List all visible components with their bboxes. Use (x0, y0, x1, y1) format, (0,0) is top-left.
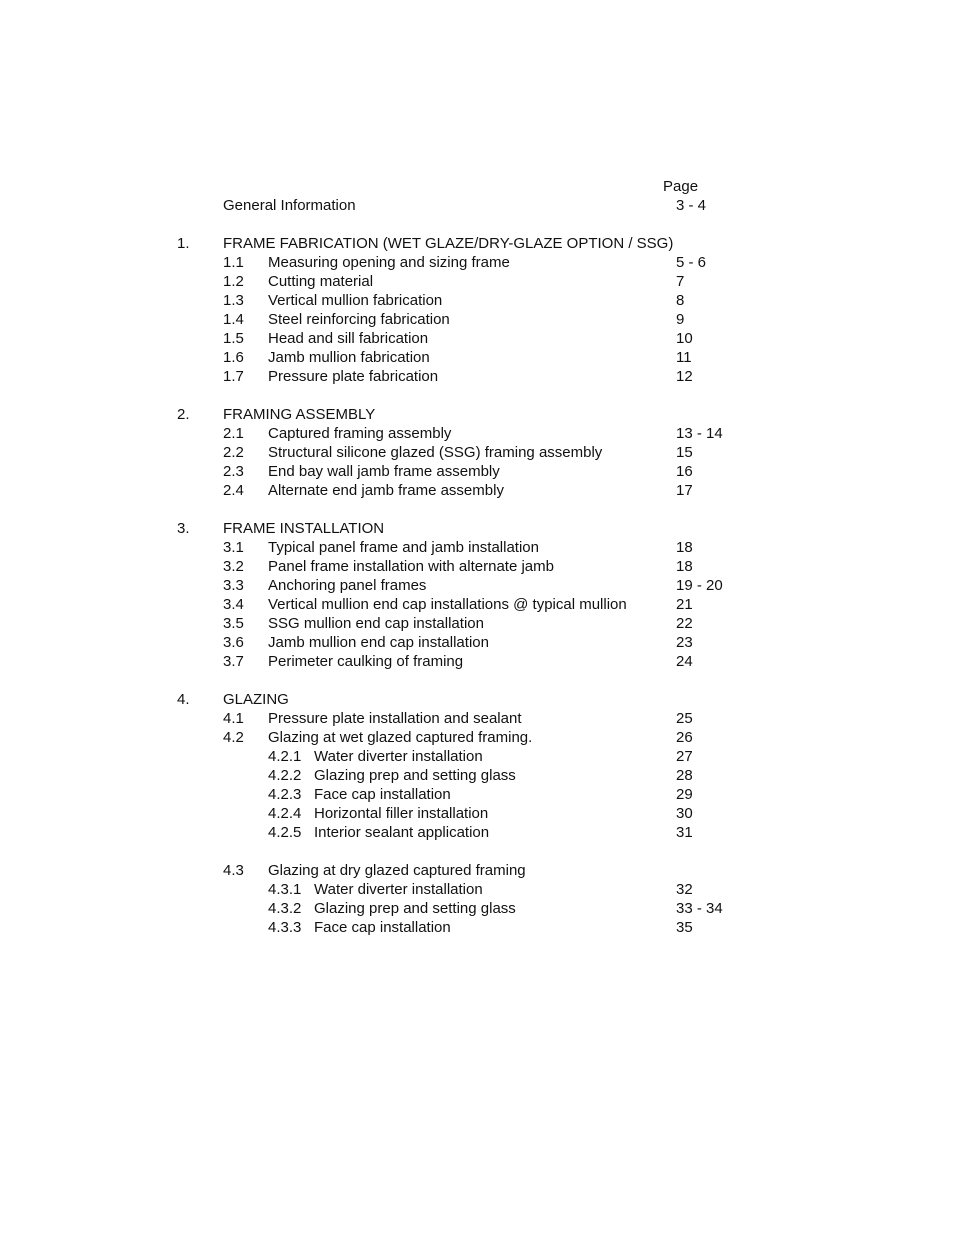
toc-subentry-page: 33 - 34 (676, 900, 723, 917)
toc-subentry-page: 29 (676, 786, 693, 803)
toc-entry-general (0, 196, 954, 215)
toc-section-heading (0, 405, 954, 424)
toc-entry (0, 538, 954, 557)
toc-entry-page: 3 - 4 (676, 197, 707, 214)
toc-entry-title: Vertical mullion end cap installations @ typical mullion (268, 596, 627, 613)
toc-entry-page: 24 (676, 653, 693, 670)
toc-entry-title: End bay wall jamb frame assembly (268, 463, 500, 480)
toc-entry-title: Vertical mullion fabrication (268, 292, 443, 309)
toc-entry (0, 709, 954, 728)
toc-entry-page: 25 (676, 710, 693, 727)
toc-section-title: GLAZING (223, 691, 289, 708)
toc-entry-page: 7 (676, 273, 685, 290)
toc-entry-title: Anchoring panel frames (268, 577, 427, 594)
toc-entry-number: 1.7 (223, 368, 244, 385)
toc-entry-number: 2.4 (223, 482, 244, 499)
toc-entry (0, 861, 954, 880)
toc-entry-title: Structural silicone glazed (SSG) framing assembly (268, 444, 603, 461)
toc-entry (0, 481, 954, 500)
toc-entry-page: 19 - 20 (676, 577, 723, 594)
toc-subentry-page: 32 (676, 881, 693, 898)
toc-entry-number: 3.2 (223, 558, 244, 575)
toc-entry-number: 1.4 (223, 311, 244, 328)
page-column-header-row (0, 177, 954, 196)
toc-entry-page: 21 (676, 596, 693, 613)
toc-subentry-page: 27 (676, 748, 693, 765)
toc-entry-title: Steel reinforcing fabrication (268, 311, 450, 328)
toc-subentry (0, 899, 954, 918)
toc-entry-title: SSG mullion end cap installation (268, 615, 484, 632)
toc-subentry-page: 30 (676, 805, 693, 822)
toc-section-heading (0, 234, 954, 253)
toc-subentry-page: 35 (676, 919, 693, 936)
toc-entry-title: Perimeter caulking of framing (268, 653, 464, 670)
toc-entry-title: Alternate end jamb frame assembly (268, 482, 504, 499)
toc-entry (0, 253, 954, 272)
toc-entry-title: Captured framing assembly (268, 425, 452, 442)
toc-entry-page: 13 - 14 (676, 425, 723, 442)
toc-entry-page: 18 (676, 558, 693, 575)
toc-subentry-number: 4.2.2 (268, 767, 302, 784)
toc-entry-number: 1.6 (223, 349, 244, 366)
toc-entry-title: Glazing at dry glazed captured framing (268, 862, 526, 879)
toc-entry-number: 2.2 (223, 444, 244, 461)
toc-entry (0, 633, 954, 652)
toc-entry (0, 557, 954, 576)
toc-entry (0, 595, 954, 614)
toc-section-heading (0, 690, 954, 709)
toc-entry (0, 348, 954, 367)
toc-entry-number: 4.3 (223, 862, 244, 879)
toc-entry-number: 3.1 (223, 539, 244, 556)
toc-entry-title: Panel frame installation with alternate jamb (268, 558, 554, 575)
toc-entry-number: 1.5 (223, 330, 244, 347)
toc-entry-number: 2.3 (223, 463, 244, 480)
toc-subentry-title: Face cap installation (314, 919, 451, 936)
toc-subentry-title: Glazing prep and setting glass (314, 900, 516, 917)
toc-subentry (0, 823, 954, 842)
toc-section-title: FRAMING ASSEMBLY (223, 406, 376, 423)
toc-entry-page: 8 (676, 292, 685, 309)
toc-entry-page: 11 (676, 349, 692, 366)
toc-subentry (0, 804, 954, 823)
toc-entry-title: Cutting material (268, 273, 374, 290)
toc-entry-title: Jamb mullion end cap installation (268, 634, 489, 651)
toc-entry-title: Pressure plate installation and sealant (268, 710, 522, 727)
toc-entry-page: 23 (676, 634, 693, 651)
toc-entry (0, 443, 954, 462)
toc-entry-page: 26 (676, 729, 693, 746)
toc-subentry-number: 4.3.3 (268, 919, 302, 936)
toc-entry-page: 17 (676, 482, 693, 499)
toc-subentry-page: 28 (676, 767, 693, 784)
toc-entry-number: 2.1 (223, 425, 244, 442)
page-column-header: Page (663, 178, 699, 195)
toc-subentry (0, 766, 954, 785)
toc-entry-page: 5 - 6 (676, 254, 707, 271)
toc-subentry-number: 4.2.5 (268, 824, 302, 841)
toc-subentry-number: 4.2.1 (268, 748, 302, 765)
toc-section-number: 4. (177, 691, 190, 708)
toc-subentry-title: Face cap installation (314, 786, 451, 803)
toc-section-number: 1. (177, 235, 190, 252)
toc-entry-number: 4.2 (223, 729, 244, 746)
toc-subentry (0, 918, 954, 937)
toc-subentry-number: 4.3.2 (268, 900, 302, 917)
toc-entry-number: 3.3 (223, 577, 244, 594)
toc-entry (0, 652, 954, 671)
toc-entry (0, 462, 954, 481)
toc-entry-number: 1.1 (223, 254, 244, 271)
toc-entry (0, 329, 954, 348)
toc-entry-title: Measuring opening and sizing frame (268, 254, 510, 271)
toc-subentry-page: 31 (676, 824, 693, 841)
toc-subentry (0, 747, 954, 766)
toc-subentry-number: 4.2.3 (268, 786, 302, 803)
toc-entry-title: Typical panel frame and jamb installation (268, 539, 539, 556)
toc-entry (0, 424, 954, 443)
toc-section-number: 3. (177, 520, 190, 537)
toc-entry-page: 10 (676, 330, 693, 347)
toc-entry (0, 728, 954, 747)
toc-entry (0, 614, 954, 633)
toc-entry-title: Pressure plate fabrication (268, 368, 439, 385)
toc-entry (0, 272, 954, 291)
toc-subentry-title: Interior sealant application (314, 824, 490, 841)
toc-entry-number: 1.3 (223, 292, 244, 309)
toc-entry (0, 291, 954, 310)
toc-subentry-number: 4.3.1 (268, 881, 302, 898)
toc-subentry (0, 785, 954, 804)
toc-entry-number: 3.4 (223, 596, 244, 613)
toc-section-number: 2. (177, 406, 190, 423)
toc-subentry-title: Water diverter installation (314, 881, 483, 898)
toc-entry-title: General Information (223, 197, 356, 214)
toc-entry-page: 9 (676, 311, 685, 328)
toc-section-heading (0, 519, 954, 538)
toc-entry (0, 367, 954, 386)
toc-entry-page: 16 (676, 463, 693, 480)
toc-entry-page: 15 (676, 444, 693, 461)
toc-subentry (0, 880, 954, 899)
toc-subentry-title: Water diverter installation (314, 748, 483, 765)
toc-entry-number: 1.2 (223, 273, 244, 290)
toc-subentry-title: Horizontal filler installation (314, 805, 489, 822)
toc-entry (0, 310, 954, 329)
toc-entry-page: 12 (676, 368, 693, 385)
toc-entry-title: Head and sill fabrication (268, 330, 429, 347)
toc-subentry-title: Glazing prep and setting glass (314, 767, 516, 784)
toc-subentry-number: 4.2.4 (268, 805, 302, 822)
toc-section-title: FRAME FABRICATION (WET GLAZE/DRY-GLAZE OPTION / SSG) (223, 235, 674, 252)
toc-entry-number: 4.1 (223, 710, 244, 727)
toc-entry-title: Glazing at wet glazed captured framing. (268, 729, 533, 746)
toc-section-title: FRAME INSTALLATION (223, 520, 385, 537)
toc-entry-number: 3.7 (223, 653, 244, 670)
toc-entry (0, 576, 954, 595)
toc-entry-number: 3.5 (223, 615, 244, 632)
toc-entry-title: Jamb mullion fabrication (268, 349, 430, 366)
toc-entry-page: 22 (676, 615, 693, 632)
toc-entry-page: 18 (676, 539, 693, 556)
toc-entry-number: 3.6 (223, 634, 244, 651)
